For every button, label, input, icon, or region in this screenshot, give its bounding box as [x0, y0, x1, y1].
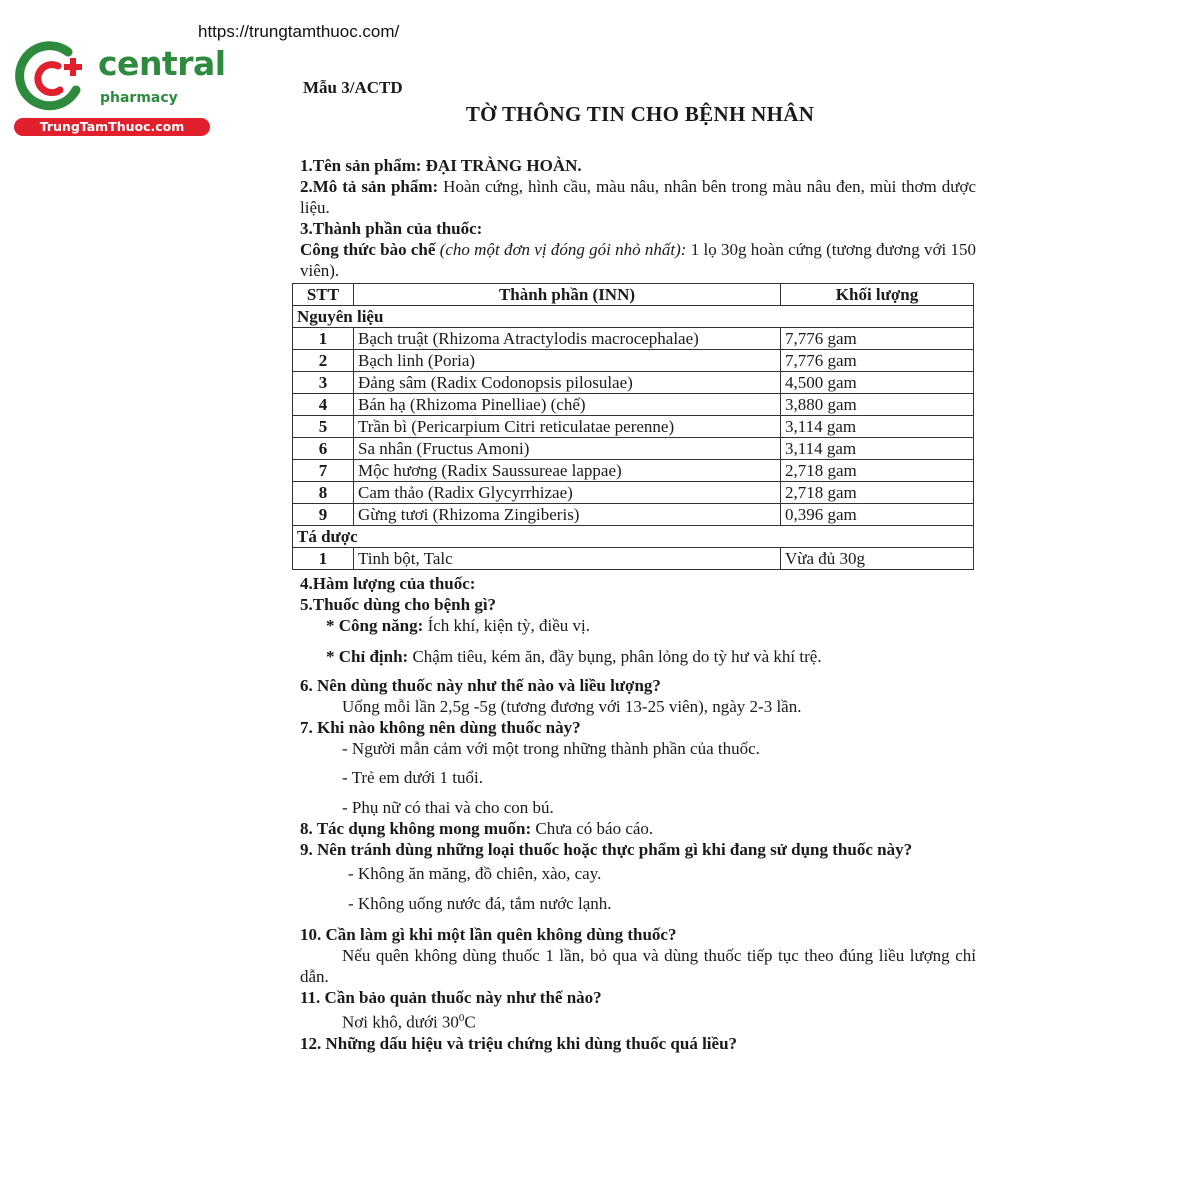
- section-2-heading: 2.Mô tả sản phẩm:: [300, 177, 439, 196]
- cell-ingredient: Mộc hương (Radix Saussureae lappae): [354, 460, 781, 482]
- section-3-formula: [300, 239, 976, 281]
- form-code: Mẫu 3/ACTD: [303, 78, 403, 97]
- list-item: - Người mẫn cảm với một trong những thành phần của thuốc.: [342, 739, 760, 758]
- section-5-function: [300, 615, 976, 636]
- section-11-text: [300, 1008, 976, 1033]
- source-url[interactable]: https://trungtamthuoc.com/: [198, 22, 400, 41]
- section-4-heading: 4.Hàm lượng của thuốc:: [300, 574, 476, 593]
- cell-ingredient: Sa nhân (Fructus Amoni): [354, 438, 781, 460]
- section-5-indication: [300, 646, 976, 667]
- cell-ingredient: Tinh bột, Talc: [354, 548, 781, 570]
- table-row: [293, 416, 974, 438]
- cell-stt: 2: [293, 350, 354, 372]
- cell-mass: 3,114 gam: [781, 438, 974, 460]
- cell-stt: 8: [293, 482, 354, 504]
- section-6-text: Uống mỗi lần 2,5g -5g (tương đương với 13-25 viên), ngày 2-3 lần.: [342, 697, 802, 716]
- list-item: - Không uống nước đá, tắm nước lạnh.: [348, 894, 612, 913]
- cell-stt: 1: [293, 548, 354, 570]
- cell-mass: 7,776 gam: [781, 328, 974, 350]
- storage-degree-sup: 0: [458, 1012, 465, 1024]
- cell-mass: 2,718 gam: [781, 482, 974, 504]
- cell-mass: 2,718 gam: [781, 460, 974, 482]
- logo-sub-text: pharmacy: [100, 90, 178, 106]
- cell-ingredient: Gừng tươi (Rhizoma Zingiberis): [354, 504, 781, 526]
- cell-mass: Vừa đủ 30g: [781, 548, 974, 570]
- indication-text: Chậm tiêu, kém ăn, đầy bụng, phân lỏng do tỳ hư và khí trệ.: [408, 647, 822, 666]
- table-row: [293, 504, 974, 526]
- table-row: [293, 482, 974, 504]
- list-item: - Không ăn măng, đồ chiên, xào, cay.: [348, 864, 602, 883]
- formula-text: 1 lọ 30g hoàn cứng (tương đương với 150 viên).: [300, 240, 976, 280]
- cell-stt: 9: [293, 504, 354, 526]
- cell-mass: 3,114 gam: [781, 416, 974, 438]
- group-raw-materials: Nguyên liệu: [293, 306, 974, 328]
- composition-table: [292, 283, 974, 570]
- table-row: [293, 350, 974, 372]
- logo-brand-text: central: [98, 44, 226, 83]
- function-text: Ích khí, kiện tỳ, điều vị.: [423, 616, 590, 635]
- central-pharmacy-logo: [10, 36, 226, 136]
- cell-ingredient: Bạch linh (Poria): [354, 350, 781, 372]
- formula-note: (cho một đơn vị đóng gói nhỏ nhất):: [435, 240, 687, 259]
- cell-stt: 6: [293, 438, 354, 460]
- cell-mass: 7,776 gam: [781, 350, 974, 372]
- list-item: - Trẻ em dưới 1 tuổi.: [342, 768, 483, 787]
- cell-ingredient: Cam thảo (Radix Glycyrrhizae): [354, 482, 781, 504]
- section-9-heading: 9. Nên tránh dùng những loại thuốc hoặc thực phẩm gì khi đang sử dụng thuốc này?: [300, 840, 913, 859]
- section-2-text: Hoàn cứng, hình cầu, màu nâu, nhân bên trong màu nâu đen, mùi thơm dược liệu.: [300, 177, 976, 217]
- section-10-heading: 10. Cần làm gì khi một lần quên không dùng thuốc?: [300, 925, 677, 944]
- section-10-text: Nếu quên không dùng thuốc 1 lần, bỏ qua và dùng thuốc tiếp tục theo đúng liều lượng chỉ dẫn.: [300, 946, 976, 986]
- table-row: [293, 328, 974, 350]
- cell-ingredient: Bán hạ (Rhizoma Pinelliae) (chế): [354, 394, 781, 416]
- table-row: [293, 460, 974, 482]
- storage-unit: C: [464, 1012, 476, 1032]
- cell-stt: 1: [293, 328, 354, 350]
- header-mass: Khối lượng: [781, 284, 974, 306]
- logo-site-bar: TrungTamThuoc.com: [14, 118, 210, 136]
- section-3-heading: 3.Thành phần của thuốc:: [300, 219, 483, 238]
- list-item: - Phụ nữ có thai và cho con bú.: [342, 798, 554, 817]
- function-label: * Công năng:: [326, 616, 424, 635]
- table-row: [293, 394, 974, 416]
- cell-mass: 0,396 gam: [781, 504, 974, 526]
- cell-ingredient: Đảng sâm (Radix Codonopsis pilosulae): [354, 372, 781, 394]
- section-8-heading: 8. Tác dụng không mong muốn:: [300, 819, 532, 838]
- cell-ingredient: Trần bì (Pericarpium Citri reticulatae perenne): [354, 416, 781, 438]
- indication-label: * Chỉ định:: [326, 647, 409, 666]
- document-body: [297, 155, 976, 1054]
- storage-text: Nơi khô, dưới 30: [342, 1012, 459, 1032]
- table-group-row: [293, 306, 974, 328]
- section-8: [300, 818, 976, 839]
- header-ingredient: Thành phần (INN): [354, 284, 781, 306]
- pharmacy-logo-icon: [10, 38, 90, 116]
- header-stt: STT: [293, 284, 354, 306]
- cell-stt: 7: [293, 460, 354, 482]
- cell-stt: 5: [293, 416, 354, 438]
- cell-stt: 3: [293, 372, 354, 394]
- table-group-row: [293, 526, 974, 548]
- section-11-heading: 11. Cần bảo quản thuốc này như thế nào?: [300, 988, 602, 1007]
- section-12-heading: 12. Những dấu hiệu và triệu chứng khi dùng thuốc quá liều?: [300, 1033, 738, 1053]
- table-row: [293, 548, 974, 570]
- cell-ingredient: Bạch truật (Rhizoma Atractylodis macrocephalae): [354, 328, 781, 350]
- section-6-heading: 6. Nên dùng thuốc này như thế nào và liều lượng?: [300, 676, 661, 695]
- section-8-text: Chưa có báo cáo.: [531, 819, 654, 838]
- cell-mass: 4,500 gam: [781, 372, 974, 394]
- document-title: TỜ THÔNG TIN CHO BỆNH NHÂN: [465, 102, 815, 126]
- table-header-row: [293, 284, 974, 306]
- section-5-heading: 5.Thuốc dùng cho bệnh gì?: [300, 595, 497, 614]
- formula-label: Công thức bào chế: [300, 240, 436, 259]
- cell-mass: 3,880 gam: [781, 394, 974, 416]
- section-2: [300, 176, 976, 218]
- table-row: [293, 438, 974, 460]
- section-7-heading: 7. Khi nào không nên dùng thuốc này?: [300, 718, 581, 737]
- table-row: [293, 372, 974, 394]
- group-excipients: Tá dược: [293, 526, 974, 548]
- section-1-heading: 1.Tên sản phẩm: ĐẠI TRÀNG HOÀN.: [300, 156, 582, 175]
- cell-stt: 4: [293, 394, 354, 416]
